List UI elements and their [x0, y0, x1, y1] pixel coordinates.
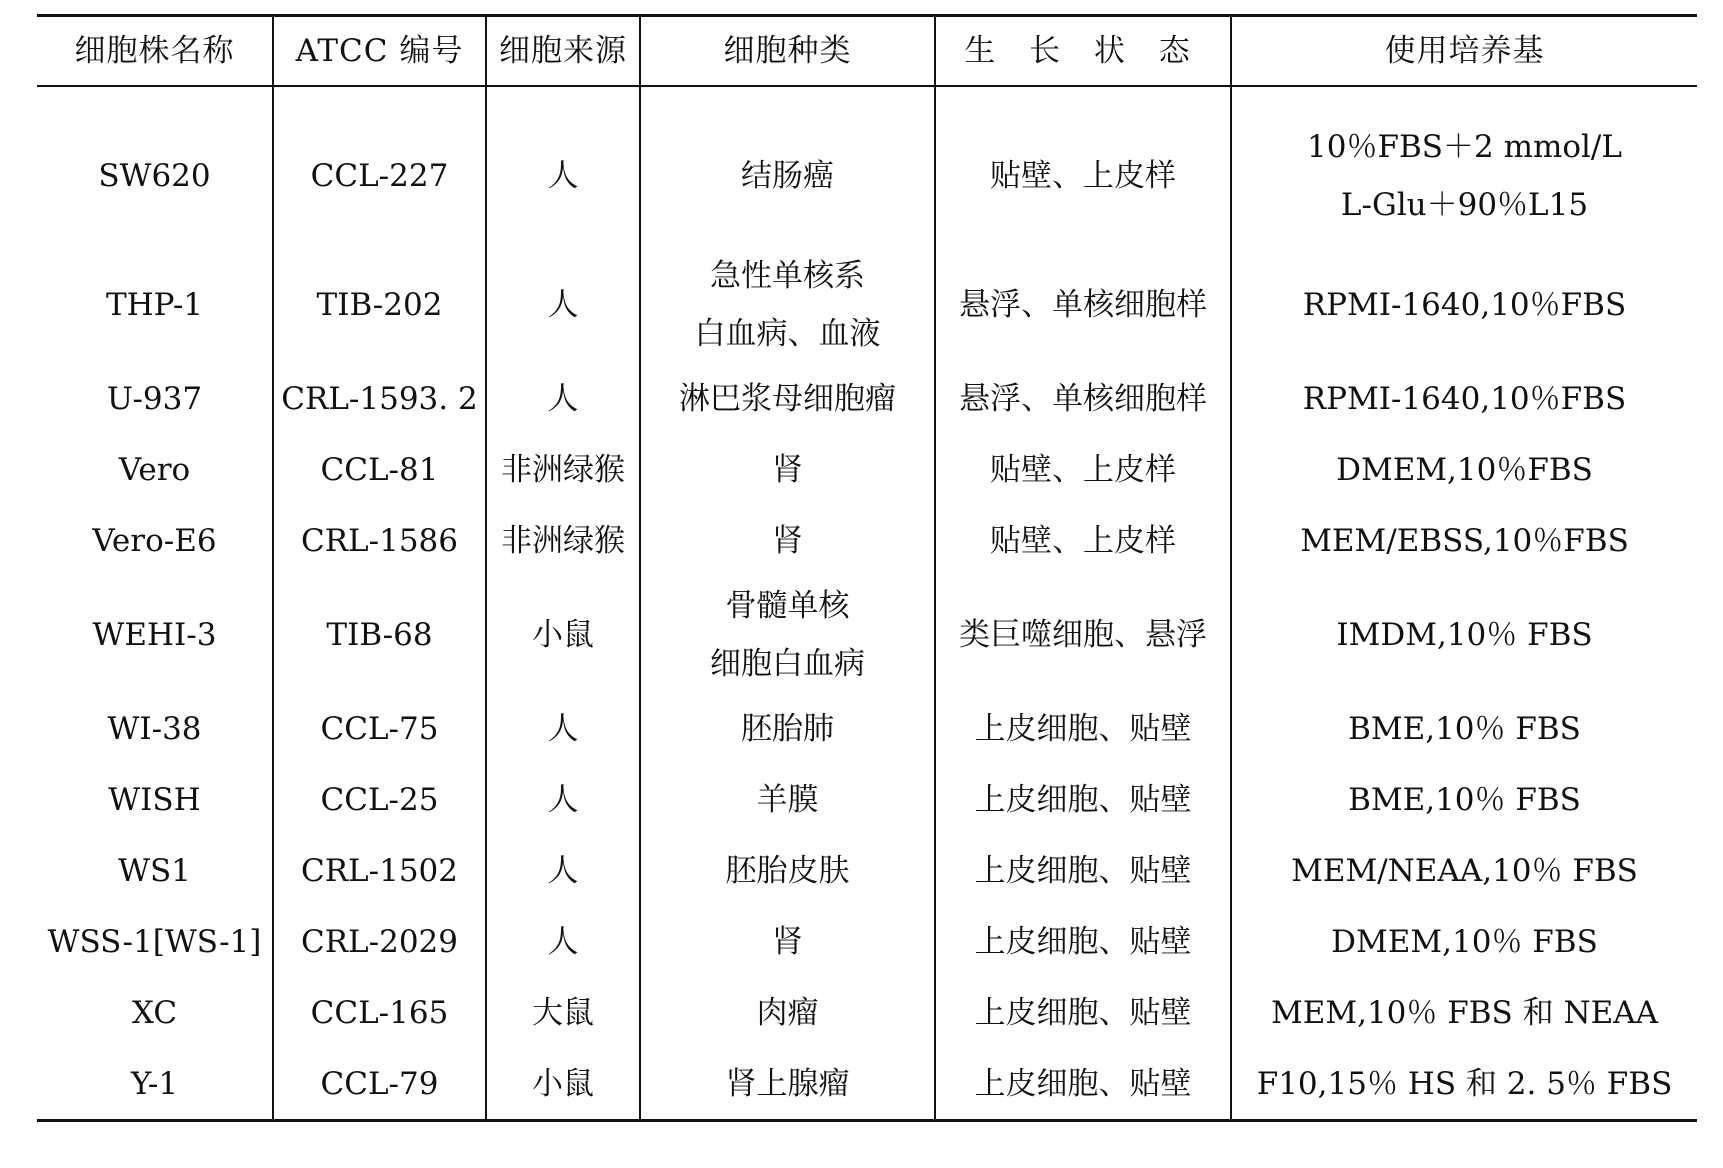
growth-state: 贴壁、上皮样 — [935, 86, 1231, 247]
growth-state: 贴壁、上皮样 — [935, 434, 1231, 505]
culture-medium-line: BME,10％ FBS — [1348, 710, 1581, 747]
cell-source: 人 — [486, 86, 640, 247]
cell-type — [640, 764, 935, 835]
cell-source: 非洲绿猴 — [486, 505, 640, 576]
table-row — [37, 434, 1697, 505]
cell-type-line: 肾 — [772, 522, 803, 559]
atcc-number: CCL-165 — [273, 977, 486, 1048]
cell-source: 小鼠 — [486, 576, 640, 693]
cell-line-name: WISH — [108, 781, 201, 818]
table-row — [37, 247, 1697, 363]
culture-medium-line: MEM/EBSS,10％FBS — [1300, 522, 1629, 559]
culture-medium — [1231, 693, 1697, 764]
cell-type-line: 羊膜 — [756, 781, 819, 818]
cell-line-name: Vero — [118, 451, 191, 488]
cell-type-line: 肾 — [772, 451, 803, 488]
growth-state: 上皮细胞、贴壁 — [935, 977, 1231, 1048]
cell-type-line: 急性单核系 — [710, 258, 865, 294]
culture-medium — [1231, 906, 1697, 977]
cell-type-line: 淋巴浆母细胞瘤 — [679, 380, 896, 417]
header-cell-type: 细胞种类 — [640, 16, 935, 87]
culture-medium — [1231, 86, 1697, 247]
cell-source: 人 — [486, 363, 640, 434]
cell-source: 小鼠 — [486, 1048, 640, 1121]
growth-state: 悬浮、单核细胞样 — [935, 247, 1231, 363]
culture-medium-line: F10,15％ HS 和 2. 5％ FBS — [1256, 1065, 1673, 1102]
table-header — [37, 16, 1697, 87]
table-row — [37, 977, 1697, 1048]
culture-medium-line: DMEM,10％FBS — [1336, 451, 1593, 488]
atcc-number: CCL-75 — [273, 693, 486, 764]
atcc-number: CCL-79 — [273, 1048, 486, 1121]
cell-type-line: 胚胎肺 — [741, 710, 834, 747]
cell-line-name: Y-1 — [37, 1048, 273, 1121]
cell-source: 人 — [486, 835, 640, 906]
header-growth-state: 生 长 状 态 — [935, 16, 1231, 87]
culture-medium-line: MEM/NEAA,10％ FBS — [1291, 852, 1638, 889]
cell-type-line: 肾 — [772, 923, 803, 960]
table-row — [37, 764, 1697, 835]
atcc-number: TIB-68 — [273, 576, 486, 693]
cell-type — [640, 1048, 935, 1121]
cell-type-line: 细胞白血病 — [710, 645, 865, 682]
cell-type — [640, 835, 935, 906]
growth-state: 上皮细胞、贴壁 — [935, 764, 1231, 835]
table-row — [37, 835, 1697, 906]
growth-state: 上皮细胞、贴壁 — [935, 1048, 1231, 1121]
cell-line-name: Vero-E6 — [92, 522, 217, 559]
header-cell-line-name: 细胞株名称 — [37, 16, 273, 87]
culture-medium-line: L-Glu＋90％L15 — [1340, 187, 1589, 223]
growth-state: 上皮细胞、贴壁 — [935, 693, 1231, 764]
growth-state: 悬浮、单核细胞样 — [935, 363, 1231, 434]
cell-line-name: U-937 — [106, 380, 203, 417]
cell-type — [640, 363, 935, 434]
culture-medium — [1231, 764, 1697, 835]
culture-medium-line: BME,10％ FBS — [1348, 781, 1581, 818]
cell-type — [640, 693, 935, 764]
cell-type — [640, 434, 935, 505]
cell-type — [640, 576, 935, 693]
cell-source: 大鼠 — [486, 977, 640, 1048]
culture-medium-line: RPMI-1640,10％FBS — [1302, 380, 1627, 417]
cell-line-table-page — [37, 14, 1697, 1122]
culture-medium — [1231, 835, 1697, 906]
culture-medium-line: IMDM,10％ FBS — [1336, 616, 1593, 653]
culture-medium — [1231, 363, 1697, 434]
table-row — [37, 363, 1697, 434]
atcc-number: CCL-25 — [273, 764, 486, 835]
cell-type-line: 胚胎皮肤 — [725, 852, 850, 889]
culture-medium-line: DMEM,10％ FBS — [1331, 923, 1598, 960]
culture-medium — [1231, 434, 1697, 505]
cell-source: 人 — [486, 693, 640, 764]
cell-source: 人 — [486, 764, 640, 835]
cell-source: 非洲绿猴 — [486, 434, 640, 505]
cell-type — [640, 906, 935, 977]
atcc-number: CRL-1502 — [273, 835, 486, 906]
culture-medium-line: MEM,10％ FBS 和 NEAA — [1270, 994, 1659, 1031]
atcc-number: CCL-81 — [273, 434, 486, 505]
culture-medium — [1231, 505, 1697, 576]
header-atcc-number: ATCC 编号 — [273, 16, 486, 87]
cell-line-name: WEHI-3 — [92, 616, 217, 653]
cell-line-table — [37, 14, 1697, 1122]
cell-type — [640, 247, 935, 363]
atcc-number: TIB-202 — [273, 247, 486, 363]
header-row — [37, 16, 1697, 87]
growth-state: 类巨噬细胞、悬浮 — [935, 576, 1231, 693]
cell-type-line: 肉瘤 — [756, 994, 819, 1031]
cell-line-name: THP-1 — [105, 287, 204, 323]
cell-source: 人 — [486, 906, 640, 977]
table-body — [37, 86, 1697, 1121]
cell-type — [640, 977, 935, 1048]
cell-type — [640, 505, 935, 576]
culture-medium — [1231, 977, 1697, 1048]
header-culture-medium: 使用培养基 — [1231, 16, 1697, 87]
culture-medium — [1231, 576, 1697, 693]
cell-type-line: 结肠癌 — [741, 158, 834, 194]
atcc-number: CCL-227 — [273, 86, 486, 247]
cell-line-name: WS1 — [118, 852, 191, 889]
cell-line-name: WSS-1[WS-1] — [47, 923, 262, 960]
cell-line-name: WI-38 — [107, 710, 202, 747]
cell-type-line: 肾上腺瘤 — [725, 1065, 850, 1102]
cell-type — [640, 86, 935, 247]
growth-state: 上皮细胞、贴壁 — [935, 906, 1231, 977]
culture-medium — [1231, 247, 1697, 363]
cell-line-name: SW620 — [98, 158, 211, 194]
growth-state: 上皮细胞、贴壁 — [935, 835, 1231, 906]
table-row — [37, 576, 1697, 693]
culture-medium-line: 10％FBS＋2 mmol/L — [1307, 129, 1622, 165]
cell-type-line: 白血病、血液 — [694, 316, 881, 352]
cell-line-name: XC — [131, 994, 178, 1031]
atcc-number: CRL-1586 — [273, 505, 486, 576]
atcc-number: CRL-2029 — [273, 906, 486, 977]
table-row — [37, 1048, 1697, 1121]
growth-state: 贴壁、上皮样 — [935, 505, 1231, 576]
atcc-number: CRL-1593. 2 — [273, 363, 486, 434]
cell-source: 人 — [486, 247, 640, 363]
table-row — [37, 86, 1697, 247]
cell-type-line: 骨髓单核 — [725, 587, 850, 624]
table-row — [37, 505, 1697, 576]
table-row — [37, 693, 1697, 764]
culture-medium-line: RPMI-1640,10％FBS — [1302, 287, 1627, 323]
header-cell-source: 细胞来源 — [486, 16, 640, 87]
table-row — [37, 906, 1697, 977]
culture-medium — [1231, 1048, 1697, 1121]
